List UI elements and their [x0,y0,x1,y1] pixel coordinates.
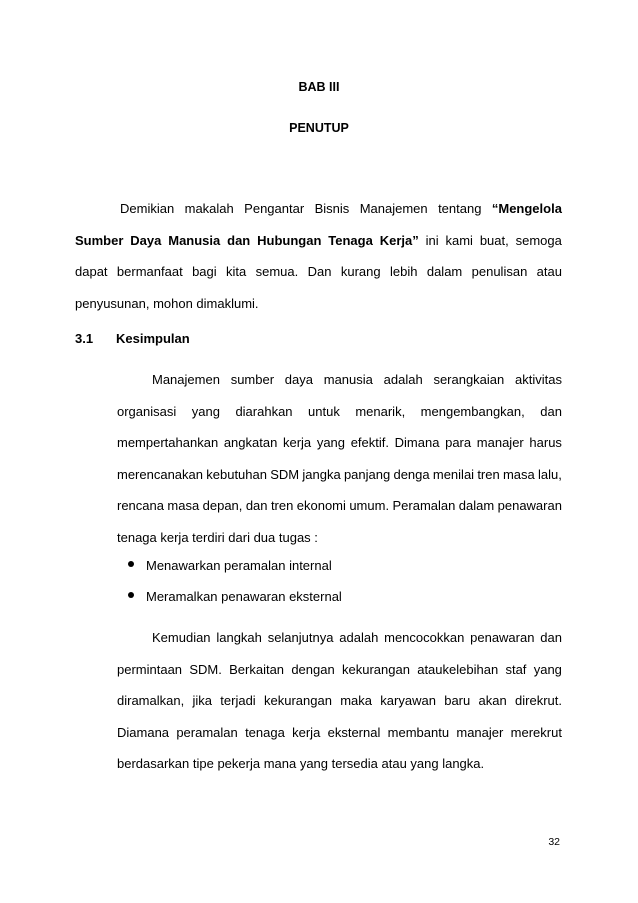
word: permintaan [117,661,183,677]
word: Diamana [117,724,170,740]
word: untuk [308,403,340,419]
word: jika [192,693,212,708]
word: langkah [216,630,262,645]
word: penawaran [497,498,562,513]
word: atau [536,264,562,279]
word: tren [477,466,500,482]
section-number: 3.1 [75,331,94,346]
intro-paragraph [75,193,562,319]
word: semoga [515,232,562,248]
word: dan [227,232,251,248]
word: SDM [270,466,300,482]
p1-line-2 [117,396,562,428]
word: bagi [192,264,217,279]
word: staf [505,661,527,677]
word: terjadi [220,693,256,708]
p2-line-5: berdasarkan tipe pekerja mana yang tersedia atau yang langka. [117,756,485,771]
word: dalam [458,498,495,513]
p2-line-4 [117,717,562,749]
word: penawaran [470,630,535,645]
word: Manajemen [152,372,220,387]
word: tren [270,498,294,513]
word: Daya [130,232,162,248]
word: menarik, [355,403,406,419]
intro-line-4: penyusunan, mohon dimaklumi. [75,295,259,311]
word: efektif. [350,435,389,450]
word: merencanakan [117,466,203,482]
chapter-heading [0,80,638,94]
word: dapat [75,264,108,279]
word: Demikian [120,201,175,216]
word: eksternal [327,724,381,740]
word: Kemudian [152,630,211,645]
word: dan [540,630,562,645]
word: mencocokkan [384,630,465,645]
word: manajer [456,724,504,740]
word: masa [502,466,535,482]
chapter-label: BAB III [298,80,340,94]
word: Manajemen [359,201,428,216]
p1-line-1 [117,364,562,396]
word: ekonomi [296,498,346,513]
word: organisasi [117,403,177,419]
p1-line-3 [117,427,562,459]
word: sumber [230,372,275,387]
p1-line-6: tenaga kerja terdiri dari dua tugas : [117,529,318,545]
word: rencana [117,498,164,513]
word: Manusia [168,232,221,248]
word: “Mengelola [491,201,562,216]
word: semua. [255,264,299,279]
word: manajer [476,435,524,450]
word: ini [425,232,439,248]
word: dalam [426,264,463,279]
word: menilai [432,466,475,482]
word: para [445,435,472,450]
word: kekurangan [263,693,332,708]
word: serangkaian [433,372,505,387]
word: mengembangkan, [420,403,525,419]
word: yang [191,403,220,419]
p1-line-4 [117,459,562,491]
word: denga [393,466,430,482]
word: kurang [340,264,381,279]
p1-line-5 [117,490,562,522]
word: tenaga [245,724,285,740]
word: umum. [349,498,390,513]
word: Dan [307,264,332,279]
p2-line-3 [117,685,562,717]
word: Tenaga [328,232,373,248]
word: Sumber [75,232,124,248]
word: jangka [302,466,341,482]
word: direkrut. [515,693,562,708]
bullet-text: Meramalkan penawaran eksternal [146,589,342,604]
word: maka [340,693,373,708]
chapter-title [0,121,638,135]
word: makalah [184,201,234,216]
bullet-text: Menawarkan peramalan internal [146,558,332,573]
word: panjang [343,466,391,482]
word: lalu, [538,466,562,482]
word: mempertahankan [117,435,219,450]
word: buat, [479,232,509,248]
intro-line-2 [75,225,562,257]
word: dengan [291,661,335,677]
word: ataukelebihan [417,661,499,677]
intro-line-3 [75,256,562,288]
word: angkatan [223,435,278,450]
word: dan [245,498,268,513]
word: Pengantar [244,201,305,216]
word: karyawan [380,693,436,708]
word: bermanfaat [116,264,183,279]
word: diarahkan [235,403,293,419]
word: yang [316,435,346,450]
word: Bisnis [314,201,350,216]
word: tentang [438,201,482,216]
intro-line-1 [75,193,562,225]
word: peramalan [176,724,238,740]
word: dan [540,403,562,419]
word: harus [529,435,562,450]
word: akan [478,693,507,708]
page-number: 32 [548,836,560,848]
word: masa [167,498,200,513]
word: diramalkan, [117,693,185,708]
word: kita [226,264,247,279]
word: kerja [292,724,321,740]
word: Hubungan [257,232,322,248]
chapter-title-text: PENUTUP [289,121,349,135]
word: baru [444,693,471,708]
word: aktivitas [515,372,562,387]
word: daya [284,372,313,387]
word: adalah [339,630,379,645]
word: Dimana [394,435,440,450]
bullet-icon [128,592,134,598]
word: adalah [383,372,423,387]
word: SDM. [189,661,222,677]
word: Peramalan [392,498,456,513]
word: membantu [387,724,450,740]
word: Berkaitan [229,661,285,677]
word: penulisan [471,264,528,279]
word: kebutuhan [206,466,267,482]
word: merekrut [510,724,562,740]
word: kerja [282,435,312,450]
section-title: Kesimpulan [116,331,190,346]
word: lebih [390,264,418,279]
conclusion-paragraph-2 [117,622,562,780]
word: kami [445,232,473,248]
bullet-icon [128,561,134,567]
word: kekurangan [341,661,410,677]
word: Kerja” [379,232,419,248]
word: depan, [202,498,243,513]
p2-line-1 [117,622,562,654]
conclusion-paragraph-1 [117,364,562,553]
word: yang [533,661,562,677]
word: manusia [323,372,373,387]
p2-line-2 [117,654,562,686]
word: selanjutnya [267,630,334,645]
